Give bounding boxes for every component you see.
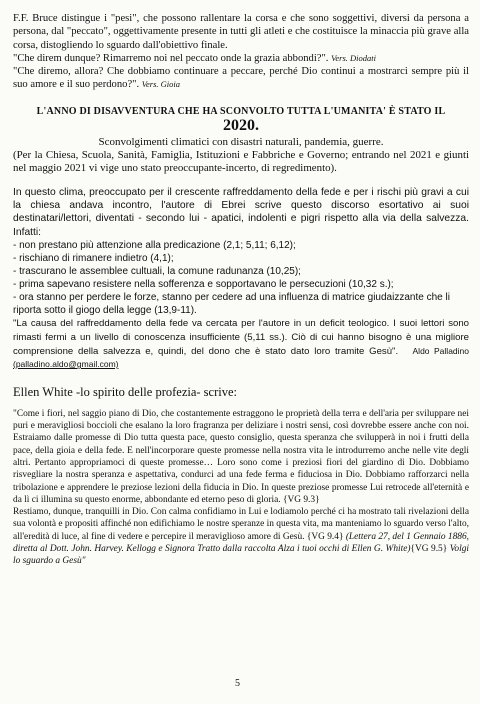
quote-diodati-text: "Che direm dunque? Rimarremo noi nel peccato onde la grazia abbondi?". (13, 52, 329, 64)
document-page (13, 12, 469, 568)
author-signature: Aldo Palladino (412, 345, 469, 356)
ellen-white-paragraph-2-text: Restiamo, dunque, tranquilli in Dio. Con calma confidiamo in Lui e lodiamolo perché ci ha mostrato tali rivelazioni della sua volontà e propositi affinché non edifichiamo le nostre speranze in questa vita, ma manteniamo lo sguardo verso l'alto, all'eredità di luce, al fine di vedere e percepire il meraviglioso amore di Gesù. {VG 9.4} (13, 507, 469, 542)
ellen-white-closing: Volgi lo sguardo a Gesù" (13, 543, 469, 567)
quote-gioia (13, 65, 469, 92)
list-item: - ora stanno per perdere le forze, stanno per cedere ad una influenza di matrice giudaizzante che li riporta sotto il giogo della legge (13,9-11). (13, 292, 450, 317)
quote-diodati-cite: Vers. Diodati (331, 52, 376, 63)
cause-quote (13, 317, 469, 371)
ellen-white-title: Ellen White -lo spirito delle profezia- scrive: (13, 384, 237, 399)
ellen-white-body (13, 408, 469, 568)
quote-gioia-cite: Vers. Gioia (141, 79, 181, 90)
list-item: - trascurano le assemblee cultuali, la comune radunanza (10,25); (13, 265, 301, 277)
section-parenthetical: (Per la Chiesa, Scuola, Sanità, Famiglia, Istituzioni e Fabbriche e Governo; entrando nel 2021 e giunti nel maggio 2021 vi vige uno stato preoccupante-incerto, di regredimento). (13, 148, 469, 175)
section-heading: L'ANNO DI DISAVVENTURA CHE HA SCONVOLTO TUTTA L'UMANITA' È STATO IL (36, 105, 446, 117)
author-email-link[interactable]: (palladino.aldo@gmail.com) (13, 359, 119, 370)
paragraph-bruce: F.F. Bruce distingue i "pesi", che possono rallentare la corsa e che sono soggettivi, diversi da persona a persona, dal "peccato", oggettivamente presente in tutti gli atleti e che costituisce la minaccia più grave alla corsa, distogliendo lo sguardo dall'obiettivo finale. (13, 13, 469, 51)
quote-gioia-text: "Che diremo, allora? Che dobbiamo continuare a peccare, perché Dio continui a mostrarci sempre più il suo amore e il suo perdono?". (13, 66, 469, 91)
section-year: 2020. (223, 116, 259, 134)
ellen-white-paragraph-2 (13, 506, 469, 567)
intro-paragraph: In questo clima, preoccupato per il crescente raffreddamento della fede e per i rischi più gravi a cui la chiesa andava incontro, l'autore di Ebrei scrive questo discorso esortativo ai suoi destinatari/lettori, diventati - secondo lui - apatici, indolenti e pigri rispetto alla via della salvezza. Infatti: (13, 186, 469, 238)
ellen-white-citation: (Lettera 27, del 1 Gennaio 1886, diretta al Dott. John. Harvey. Kellogg e Signora Tratto dalla raccolta Alza i tuoi occhi di Ellen G. White) (13, 531, 470, 554)
list-item: - prima sapevano resistere nella sofferenza e sopportavano le persecuzioni (10,32 s.); (13, 279, 394, 291)
list-item: - rischiano di rimanere indietro (4,1); (13, 252, 174, 264)
list-item: - non prestano più attenzione alla predicazione (2,1; 5,11; 6,12); (13, 239, 296, 251)
section-subtitle: Sconvolgimenti climatici con disastri naturali, pandemia, guerre. (98, 135, 384, 148)
ellen-white-paragraph: "Come i fiori, nel saggio piano di Dio, che costantemente estraggono le proprietà della terra e dell'aria per sviluppare nei puri e meravigliosi boccioli che esalano la loro fragranza per deliziare i nostri sensi, così dovrebbe essere anche con noi. Estraiamo dalle promesse di Dio tutta questa pace, questo consiglio, questa speranza che svilupperà in noi i frutti della pace, della gioia e della fede. E nell'incorporare queste promesse nella nostra vita le introdurremo anche nelle vite degli altri. Pertanto appropriamoci di queste promesse… Loro sono come i preziosi fiori del giardino di Dio. Dobbiamo risvegliare la nostra speranza e aspettativa, condurci ad una fede ferma e fiduciosa in Dio. Dobbiamo rafforzarci nella tribolazione e apprendere le preziose lezioni della fiducia in Dio. In queste preziose promesse Lui retrocede all'eternità e da lì ci illumina su questo enorme, abbondante ed eterno peso di gloria. {VG 9.3} (13, 408, 469, 505)
cause-quote-text: "La causa del raffreddamento della fede va cercata per l'autore in un deficit teologico. I suoi lettori sono rimasti fermi a un livello di conoscenza insufficiente (5,11 ss.). Ciò di cui hanno bisogno è una migliore comprensione della salvezza e, quindi, del dono che è stato dato loro tramite Gesù". (13, 318, 469, 357)
quote-diodati (13, 52, 469, 65)
ellen-white-ref: {VG 9.5} (410, 543, 448, 554)
reasons-list (13, 239, 469, 318)
page-number: 5 (235, 678, 240, 689)
